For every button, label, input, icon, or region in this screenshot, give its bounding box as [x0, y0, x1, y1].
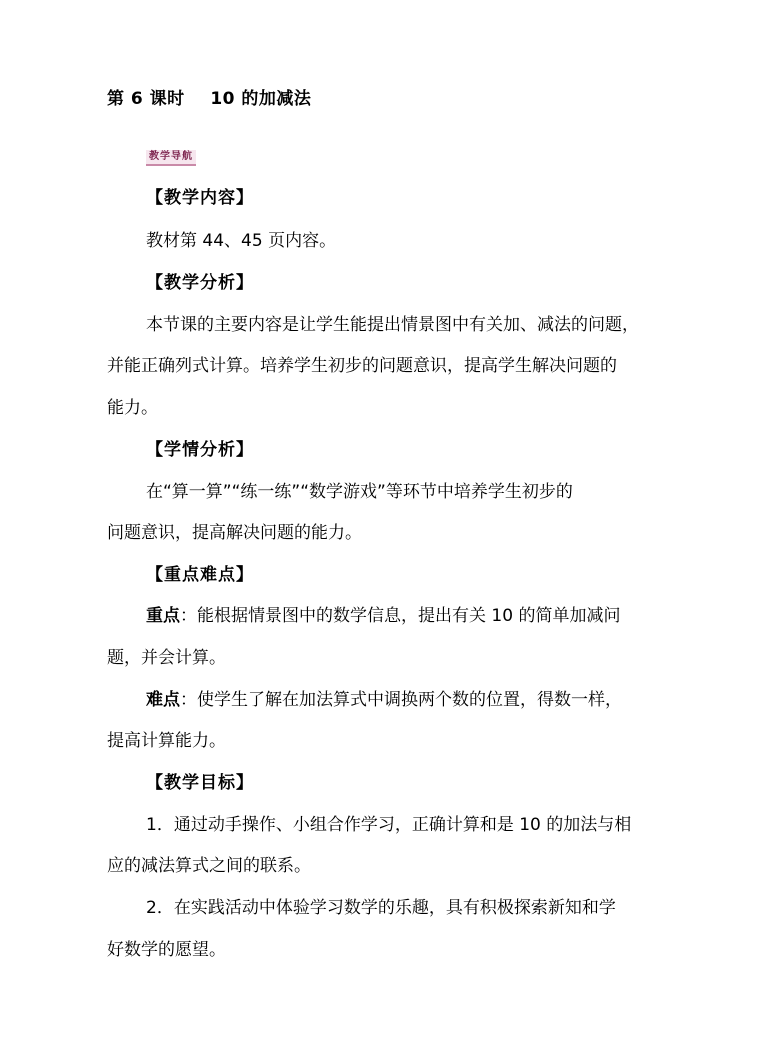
analysis-text-line-3: 能力。 [107, 398, 158, 418]
key-heading: 【重点难点】 [146, 565, 254, 585]
student-heading: 【学情分析】 [146, 440, 254, 460]
goal-1-line-1: 1．通过动手操作、小组合作学习，正确计算和是 10 的加法与相 [146, 815, 632, 835]
goal-2-line-2: 好数学的愿望。 [107, 940, 226, 960]
goal-1-line-2: 应的减法算式之间的联系。 [107, 856, 311, 876]
student-text-line-1: 在“算一算”“练一练”“数学游戏”等环节中培养学生初步的 [146, 482, 573, 502]
difficulty-line-1 [146, 689, 622, 711]
key-point-text: ：能根据情景图中的数学信息，提出有关 10 的简单加减问 [180, 606, 621, 626]
key-point-line-1 [146, 605, 620, 627]
analysis-heading: 【教学分析】 [146, 273, 254, 293]
analysis-text-line-2: 并能正确列式计算。培养学生初步的问题意识，提高学生解决问题的 [107, 356, 617, 376]
goal-2-line-1: 2．在实践活动中体验学习数学的乐趣，具有积极探索新知和学 [146, 898, 616, 918]
difficulty-label: 难点 [146, 690, 180, 710]
teaching-nav-badge: 教学导航 [146, 150, 196, 166]
difficulty-text: ：使学生了解在加法算式中调换两个数的位置，得数一样， [180, 690, 622, 710]
student-text-line-2: 问题意识，提高解决问题的能力。 [107, 523, 362, 543]
lesson-title: 第 6 课时 10 的加减法 [107, 89, 312, 109]
analysis-text-line-1: 本节课的主要内容是让学生能提出情景图中有关加、减法的问题， [146, 315, 639, 335]
content-text: 教材第 44、45 页内容。 [146, 231, 337, 251]
content-heading: 【教学内容】 [146, 188, 254, 208]
difficulty-line-2: 提高计算能力。 [107, 731, 226, 751]
key-point-line-2: 题，并会计算。 [107, 648, 226, 668]
key-point-label: 重点 [146, 606, 180, 626]
goals-heading: 【教学目标】 [146, 773, 254, 793]
